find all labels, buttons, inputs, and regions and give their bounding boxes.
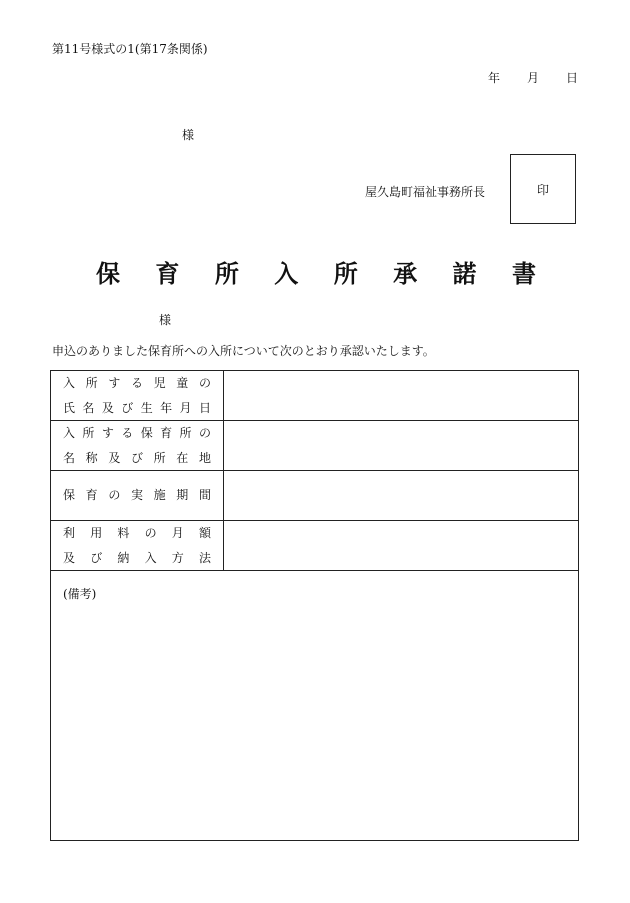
- title-char: 保: [96, 259, 120, 288]
- row-label-char: 入: [63, 375, 76, 390]
- row-label-char: 月: [171, 525, 184, 540]
- remarks-area[interactable]: [51, 571, 578, 840]
- row-label-char: 在: [176, 450, 189, 465]
- row-label: [51, 521, 224, 570]
- title-char: 所: [214, 259, 239, 288]
- title-char: 書: [511, 259, 536, 288]
- row-value[interactable]: [224, 471, 578, 520]
- title-char: 諾: [452, 259, 477, 288]
- row-label-char: 地: [198, 450, 211, 465]
- row-label-line: [63, 521, 211, 546]
- row-label-char: 称: [85, 450, 98, 465]
- row-label-char: 保: [63, 488, 76, 502]
- row-label-char: の: [108, 488, 121, 502]
- row-label-char: の: [198, 425, 211, 440]
- table-row: [51, 471, 578, 521]
- document-title: [96, 254, 536, 289]
- row-value[interactable]: [224, 521, 578, 570]
- row-label-char: の: [144, 525, 157, 540]
- row-label-line: [63, 483, 211, 508]
- row-label-char: 入: [63, 425, 76, 440]
- table-row: [51, 521, 578, 571]
- row-label-char: す: [101, 425, 114, 440]
- row-label-char: 保: [140, 425, 153, 440]
- month-label: 月: [526, 71, 539, 85]
- row-label-char: 料: [117, 525, 130, 540]
- row-label: [51, 371, 224, 420]
- row-label-char: 法: [198, 550, 211, 565]
- row-label-char: 及: [108, 450, 121, 465]
- row-label-char: 方: [171, 550, 184, 565]
- row-label-char: の: [198, 375, 211, 390]
- applicant-honorific: 様: [159, 313, 172, 327]
- row-label-line: [63, 371, 211, 396]
- row-label-char: 日: [198, 400, 211, 415]
- row-label-char: 及: [101, 400, 114, 415]
- seal-label: 印: [536, 182, 549, 197]
- row-label-line: [63, 546, 211, 571]
- row-label-char: 所: [82, 425, 95, 440]
- title-char: 承: [393, 259, 418, 288]
- row-label-char: 所: [85, 375, 98, 390]
- year-label: 年: [488, 71, 501, 85]
- row-label-char: 名: [63, 450, 76, 465]
- row-label-char: 所: [179, 425, 192, 440]
- table-row: [51, 421, 578, 471]
- row-label-char: 用: [90, 525, 103, 540]
- recipient-honorific: 様: [182, 128, 195, 142]
- row-label-char: 名: [82, 400, 95, 415]
- row-label-char: 納: [117, 550, 130, 565]
- row-label-char: び: [121, 400, 134, 415]
- issuer-title: 屋久島町福祉事務所長: [365, 185, 486, 199]
- row-label: [51, 471, 224, 520]
- remarks-label: (備考): [63, 587, 97, 601]
- row-label-char: 入: [144, 550, 157, 565]
- row-label-char: 及: [63, 550, 76, 565]
- form-table: [50, 370, 579, 841]
- seal-box: [510, 154, 576, 224]
- intro-text: 申込のありました保育所への入所について次のとおり承認いたします。: [52, 344, 435, 358]
- row-label-char: 間: [198, 488, 211, 502]
- row-label-char: 育: [160, 425, 173, 440]
- row-label-char: 利: [63, 525, 76, 540]
- row-label-char: 期: [176, 488, 189, 502]
- row-label-char: 童: [176, 375, 189, 390]
- row-label-line: [63, 446, 211, 471]
- day-label: 日: [565, 71, 578, 85]
- row-label-char: 年: [160, 400, 173, 415]
- row-label-char: 月: [179, 400, 192, 415]
- form-number: 第11号様式の1(第17条関係): [52, 42, 208, 56]
- row-label-char: る: [121, 425, 134, 440]
- row-label-char: 施: [153, 488, 166, 502]
- row-label-line: [63, 421, 211, 446]
- row-label-char: び: [90, 550, 103, 565]
- row-label-char: 育: [85, 488, 98, 502]
- row-label-char: 氏: [63, 400, 76, 415]
- row-label: [51, 421, 224, 470]
- row-label-char: す: [108, 375, 121, 390]
- row-label-char: 額: [198, 525, 211, 540]
- date-line: [488, 69, 578, 86]
- row-label-char: 児: [153, 375, 166, 390]
- row-label-char: 所: [153, 450, 166, 465]
- row-label-line: [63, 396, 211, 421]
- title-char: 入: [274, 259, 299, 288]
- row-label-char: 生: [140, 400, 153, 415]
- title-char: 育: [155, 259, 180, 288]
- title-char: 所: [333, 259, 358, 288]
- row-label-char: び: [130, 450, 143, 465]
- row-label-char: る: [130, 375, 143, 390]
- row-value[interactable]: [224, 421, 578, 470]
- row-value[interactable]: [224, 371, 578, 420]
- row-label-char: 実: [130, 488, 143, 502]
- table-row: [51, 371, 578, 421]
